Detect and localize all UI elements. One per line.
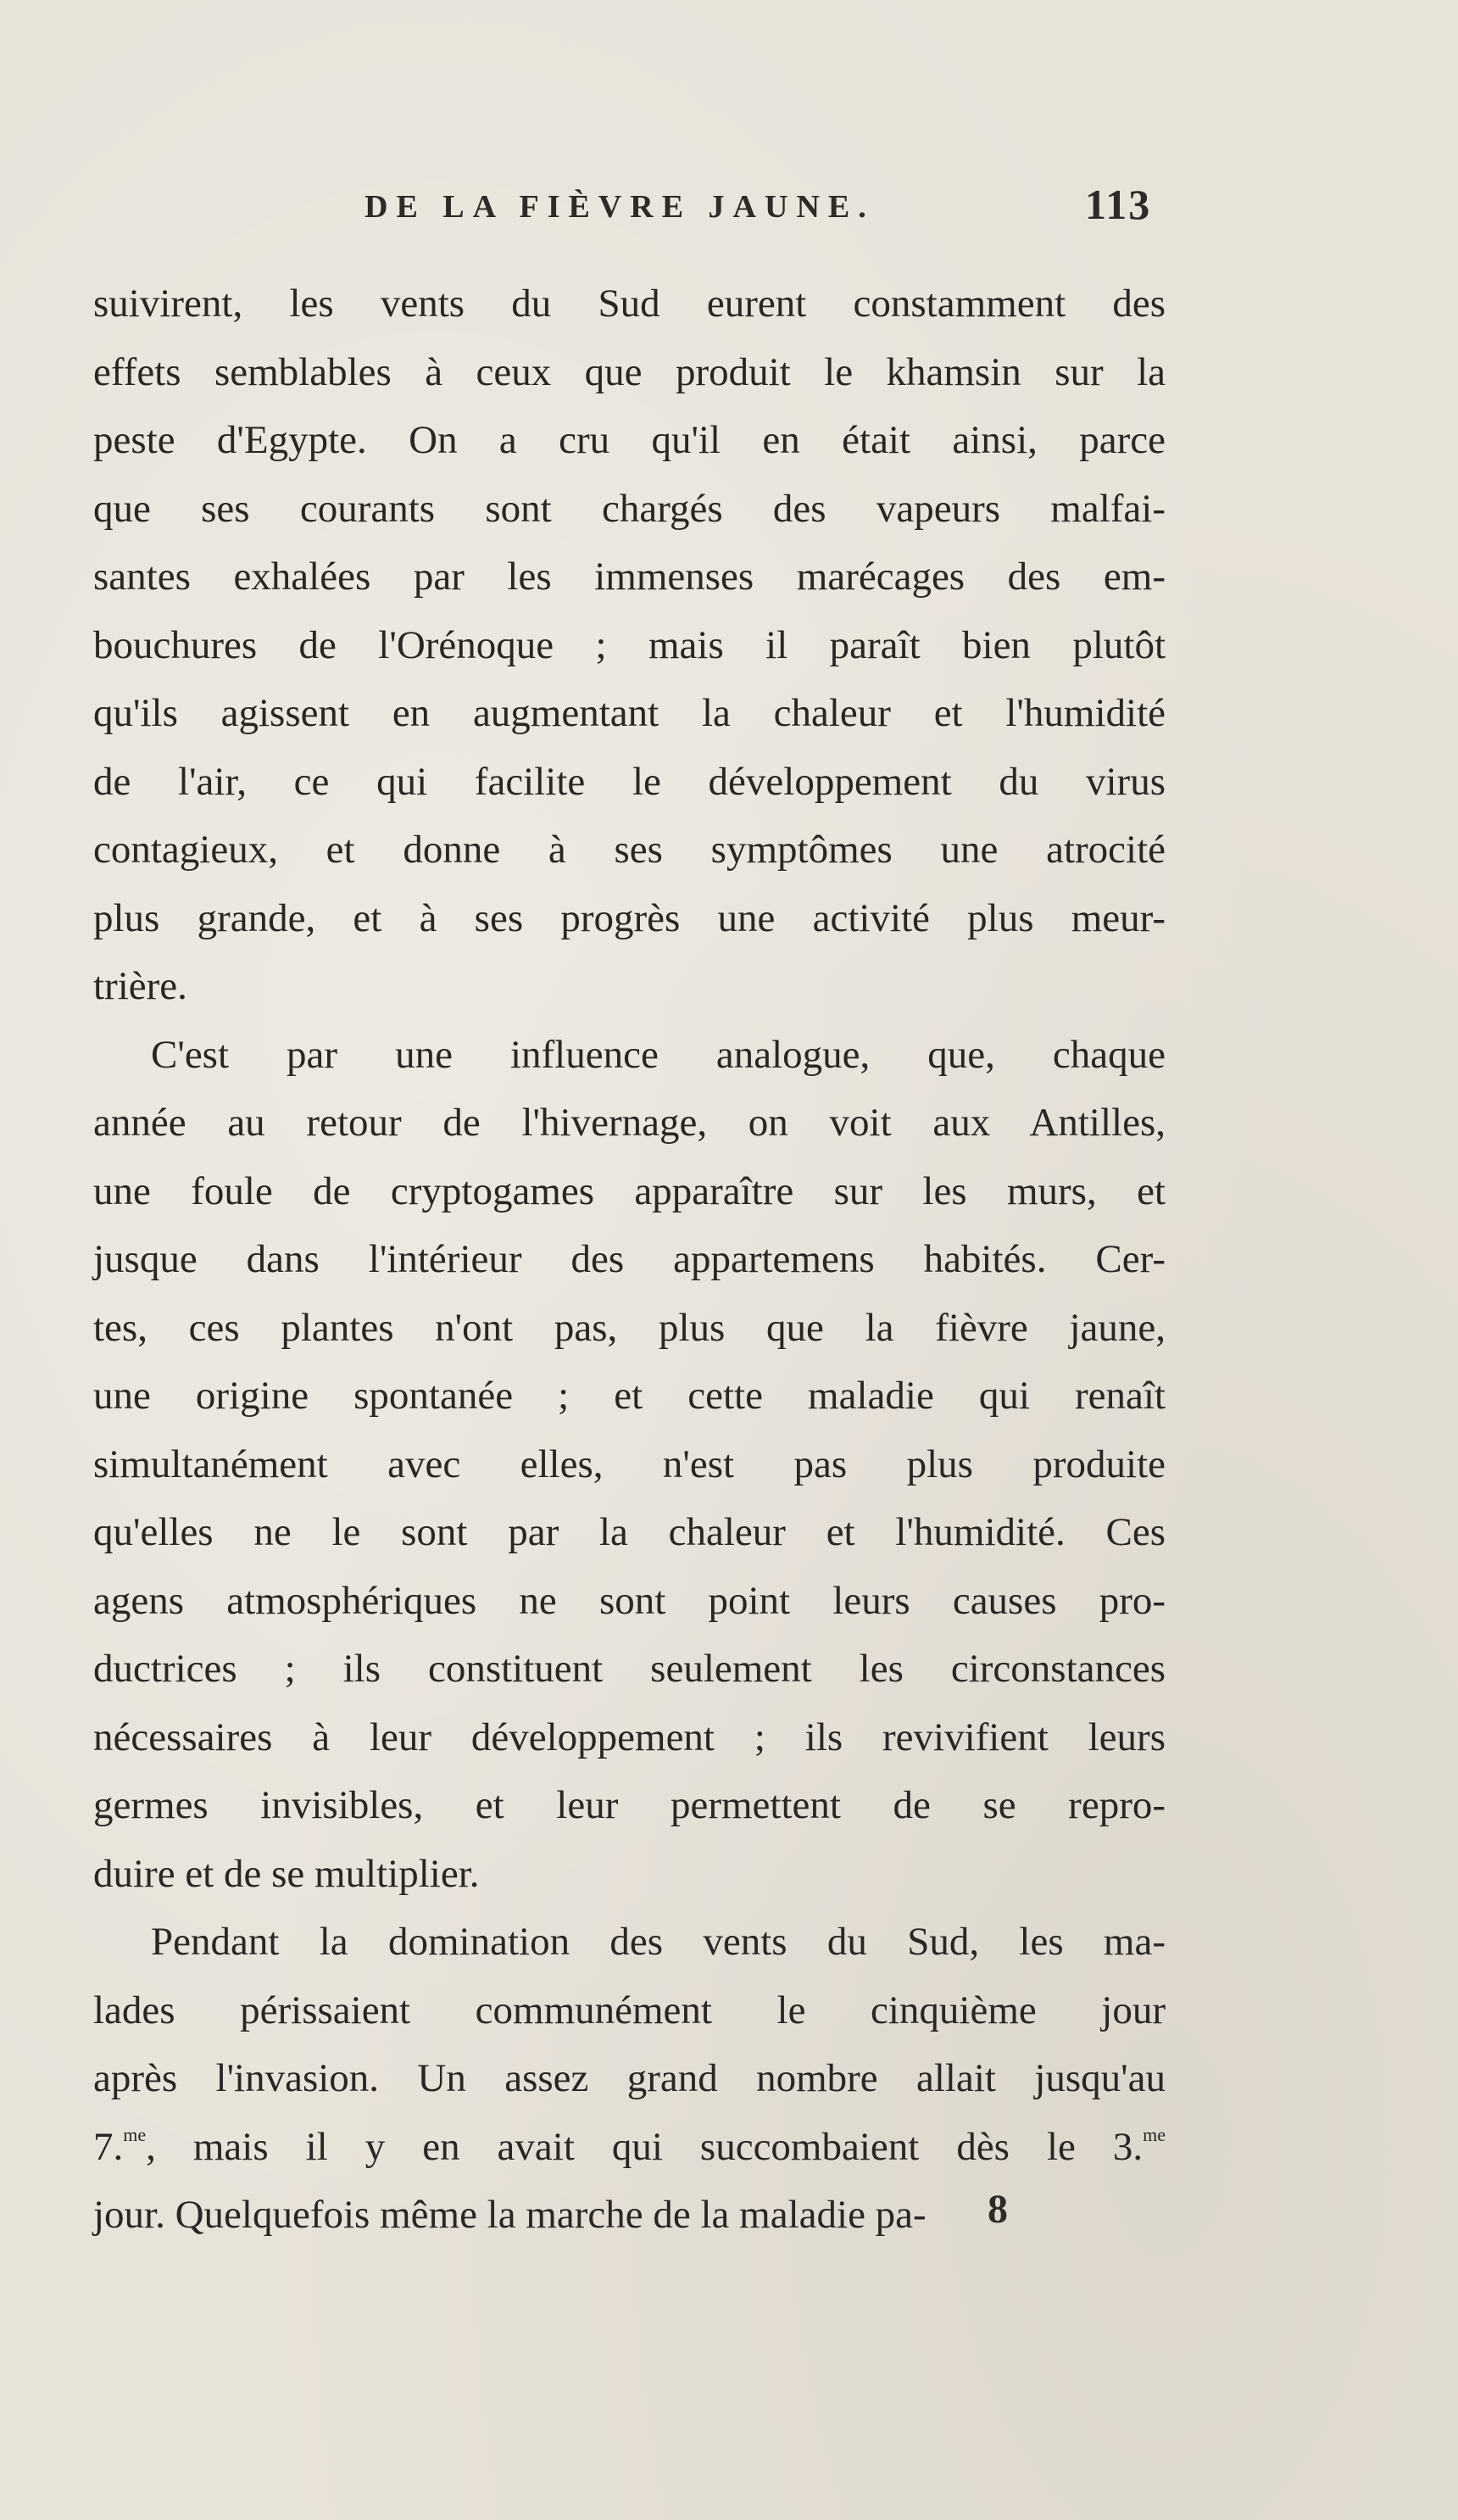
text-line: plus grande, et à ses progrès une activité plus meur- (93, 895, 1166, 940)
text-line: effets semblables à ceux que produit le khamsin sur la (93, 349, 1166, 394)
text-line: que ses courants sont chargés des vapeurs malfai- (93, 486, 1166, 531)
text-line: après l'invasion. Un assez grand nombre allait jusqu'au (93, 2056, 1166, 2100)
text-line: lades périssaient communément le cinquième jour (93, 1988, 1166, 2032)
text-fragment: , mais il y en avait qui succombaient dès le 3. (146, 2124, 1144, 2169)
text-line: C'est par une influence analogue, que, chaque (151, 1032, 1166, 1077)
text-line: nécessaires à leur développement ; ils revivifient leurs (93, 1714, 1166, 1759)
text-line: germes invisibles, et leur permettent de se repro- (93, 1783, 1166, 1827)
text-line: une foule de cryptogames apparaître sur les murs, et (93, 1168, 1166, 1213)
text-line: agens atmosphériques ne sont point leurs causes pro- (93, 1578, 1166, 1623)
text-line: santes exhalées par les immenses marécages des em- (93, 555, 1166, 599)
text-line: qu'ils agissent en augmentant la chaleur et l'humidité (93, 691, 1166, 735)
text-line: bouchures de l'Orénoque ; mais il paraît bien plutôt (93, 622, 1166, 667)
text-line: jusque dans l'intérieur des appartemens habités. Cer- (93, 1237, 1166, 1281)
page-number: 113 (1085, 181, 1152, 228)
text-fragment: 7. (93, 2124, 124, 2169)
text-line: année au retour de l'hivernage, on voit aux Antilles, (93, 1101, 1166, 1145)
text-line: Pendant la domination des vents du Sud, les ma- (151, 1920, 1166, 1964)
text-line: contagieux, et donne à ses symptômes une atrocité (93, 828, 1166, 872)
text-line: ductrices ; ils constituent seulement les circonstances (93, 1647, 1166, 1691)
text-line: de l'air, ce qui facilite le développement du virus (93, 759, 1166, 804)
text-line: jour. Quelquefois même la marche de la maladie pa- (93, 2193, 927, 2237)
text-line: duire et de se multiplier. (93, 1851, 480, 1896)
paragraph-2 (93, 1021, 1166, 1909)
paragraph-1 (93, 270, 1166, 1021)
text-line-with-superscripts (93, 2113, 1166, 2182)
text-line: une origine spontanée ; et cette maladie qui renaît (93, 1374, 1166, 1418)
body-text (93, 270, 1166, 2250)
running-head: DE LA FIÈVRE JAUNE. (364, 189, 875, 225)
text-line: qu'elles ne le sont par la chaleur et l'humidité. Ces (93, 1510, 1166, 1554)
text-line: trière. (93, 964, 187, 1008)
superscript: me (1143, 2123, 1166, 2145)
superscript: me (123, 2123, 147, 2145)
signature-mark: 8 (988, 2187, 1008, 2232)
text-line: suivirent, les vents du Sud eurent constamment des (93, 282, 1166, 326)
text-line: simultanément avec elles, n'est pas plus produite (93, 1441, 1166, 1486)
text-line: tes, ces plantes n'ont pas, plus que la fièvre jaune, (93, 1305, 1166, 1350)
text-line: peste d'Egypte. On a cru qu'il en était ainsi, parce (93, 418, 1166, 462)
